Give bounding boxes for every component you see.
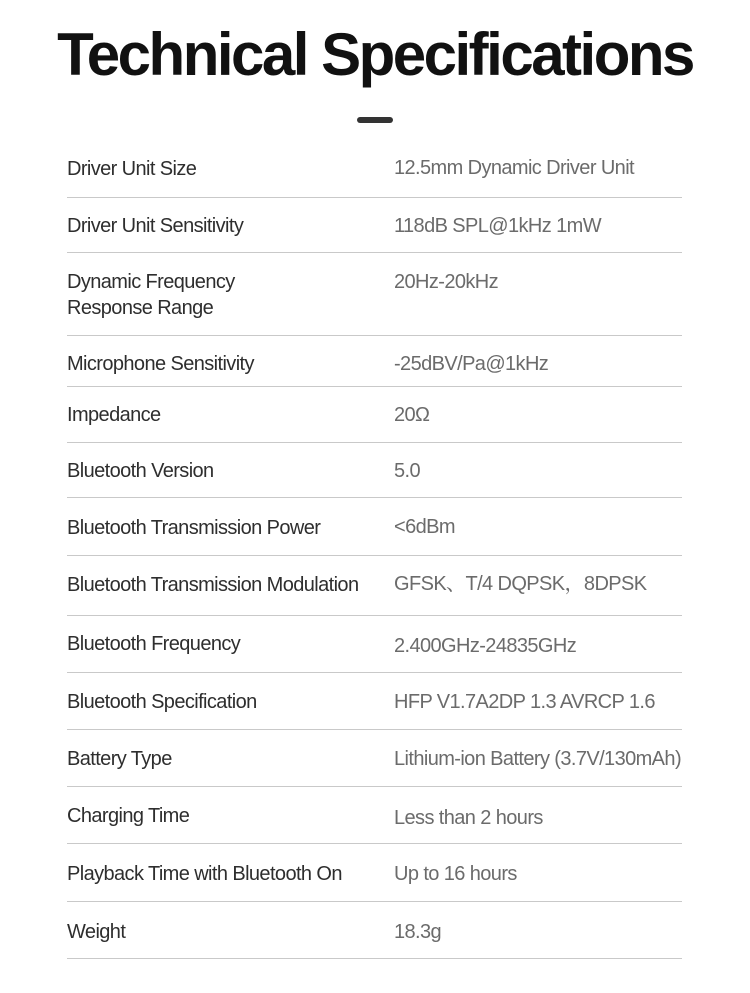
spec-value: 118dB SPL@1kHz 1mW [394,215,601,237]
spec-row [67,787,682,844]
spec-row [67,443,682,498]
spec-label: Playback Time with Bluetooth On [67,863,342,885]
spec-label: Driver Unit Size [67,158,197,180]
spec-value: HFP V1.7A2DP 1.3 AVRCP 1.6 [394,691,655,713]
spec-value: 5.0 [394,460,421,482]
spec-label: Impedance [67,404,161,426]
spec-label: Weight [67,921,126,943]
spec-label: Bluetooth Version [67,460,214,482]
spec-value: 20Ω [394,404,430,426]
spec-label: Driver Unit Sensitivity [67,215,244,237]
spec-value: Less than 2 hours [394,807,543,829]
page-title: Technical Specifications [57,21,693,88]
spec-row [67,556,682,616]
spec-row [67,198,682,253]
spec-value: 12.5mm Dynamic Driver Unit [394,157,635,179]
spec-value: <6dBm [394,516,455,538]
spec-row [67,253,682,336]
spec-value: Lithium-ion Battery (3.7V/130mAh) [394,748,682,770]
spec-label: Bluetooth Frequency [67,633,241,655]
spec-row [67,616,682,673]
spec-row [67,387,682,443]
spec-row [67,673,682,730]
spec-row [67,844,682,902]
spec-value: 2.400GHz-24835GHz [394,635,577,657]
spec-label: Charging Time [67,805,190,827]
spec-row [67,902,682,959]
spec-value: -25dBV/Pa@1kHz [394,353,549,375]
spec-label: Bluetooth Specification [67,691,257,713]
title-divider [357,117,393,123]
spec-value: 20Hz-20kHz [394,271,499,293]
spec-label: Bluetooth Transmission Power [67,517,321,539]
spec-row [67,336,682,387]
spec-row [67,730,682,787]
spec-value: 18.3g [394,921,442,943]
spec-label: Battery Type [67,748,172,770]
spec-row [67,143,682,198]
spec-label: Bluetooth Transmission Modulation [67,574,359,596]
spec-row [67,498,682,556]
spec-label: Microphone Sensitivity [67,353,254,375]
spec-value: GFSK、T/4 DQPSK，8DPSK [394,573,647,595]
spec-table [67,143,682,959]
spec-value: Up to 16 hours [394,863,517,885]
spec-label: Dynamic Frequency Response Range [67,271,235,319]
